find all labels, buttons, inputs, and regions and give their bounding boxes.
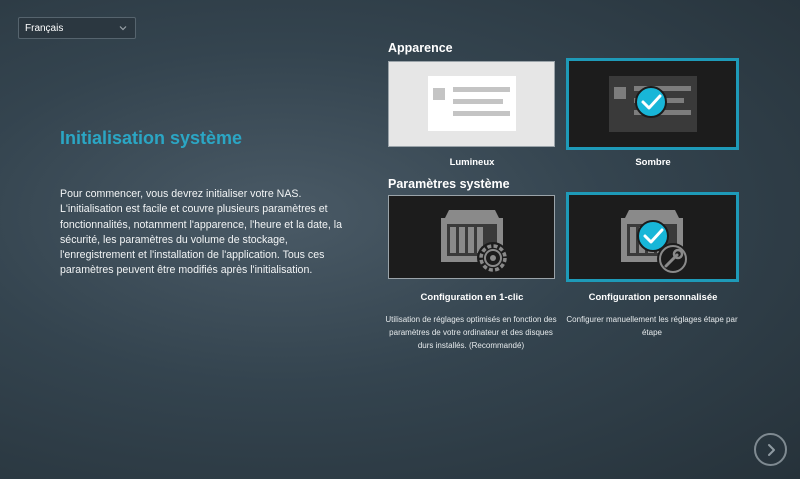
theme-option-dark[interactable] <box>566 58 739 150</box>
theme-option-light-label: Lumineux <box>449 157 495 168</box>
nas-gear-icon <box>389 196 554 278</box>
check-circle-icon <box>638 221 668 251</box>
light-theme-preview-icon <box>389 62 554 146</box>
setup-option-custom-description: Configurer manuellement les réglages étape par étape <box>566 315 738 337</box>
setup-option-custom-label: Configuration personnalisée <box>588 292 718 303</box>
setup-option-one-click-description: Utilisation de réglages optimisés en fonction des paramètres de votre ordinateur et des disques durs installés. (Recommandé) <box>385 315 557 350</box>
next-button[interactable] <box>754 433 787 466</box>
intro-description: Pour commencer, vous devrez initialiser votre NAS. L'initialisation est facile et couvre plusieurs paramètres et fonctionnalités, notamment l'apparence, l'heure et la date, la sécurité, les paramètres du volume de stockage, l'enregistrement et l'installation de l'application. Tous ces paramètres peuvent être modifiés après l'initialisation. <box>60 188 343 277</box>
check-circle-icon <box>636 87 666 117</box>
chevron-down-icon <box>119 24 127 32</box>
page-title: Initialisation système <box>60 128 243 148</box>
nas-wrench-icon <box>569 195 736 279</box>
theme-option-light[interactable] <box>388 61 555 147</box>
dark-theme-preview-icon <box>569 61 736 147</box>
setup-option-one-click[interactable] <box>388 195 555 279</box>
setup-option-custom[interactable] <box>566 192 739 282</box>
setup-option-one-click-label: Configuration en 1-clic <box>420 292 524 303</box>
language-select[interactable] <box>18 17 136 39</box>
system-settings-heading: Paramètres système <box>388 177 510 191</box>
chevron-right-icon <box>763 442 779 458</box>
theme-option-dark-label: Sombre <box>635 157 671 168</box>
language-select-value: Français <box>25 22 64 34</box>
appearance-heading: Apparence <box>388 41 453 55</box>
